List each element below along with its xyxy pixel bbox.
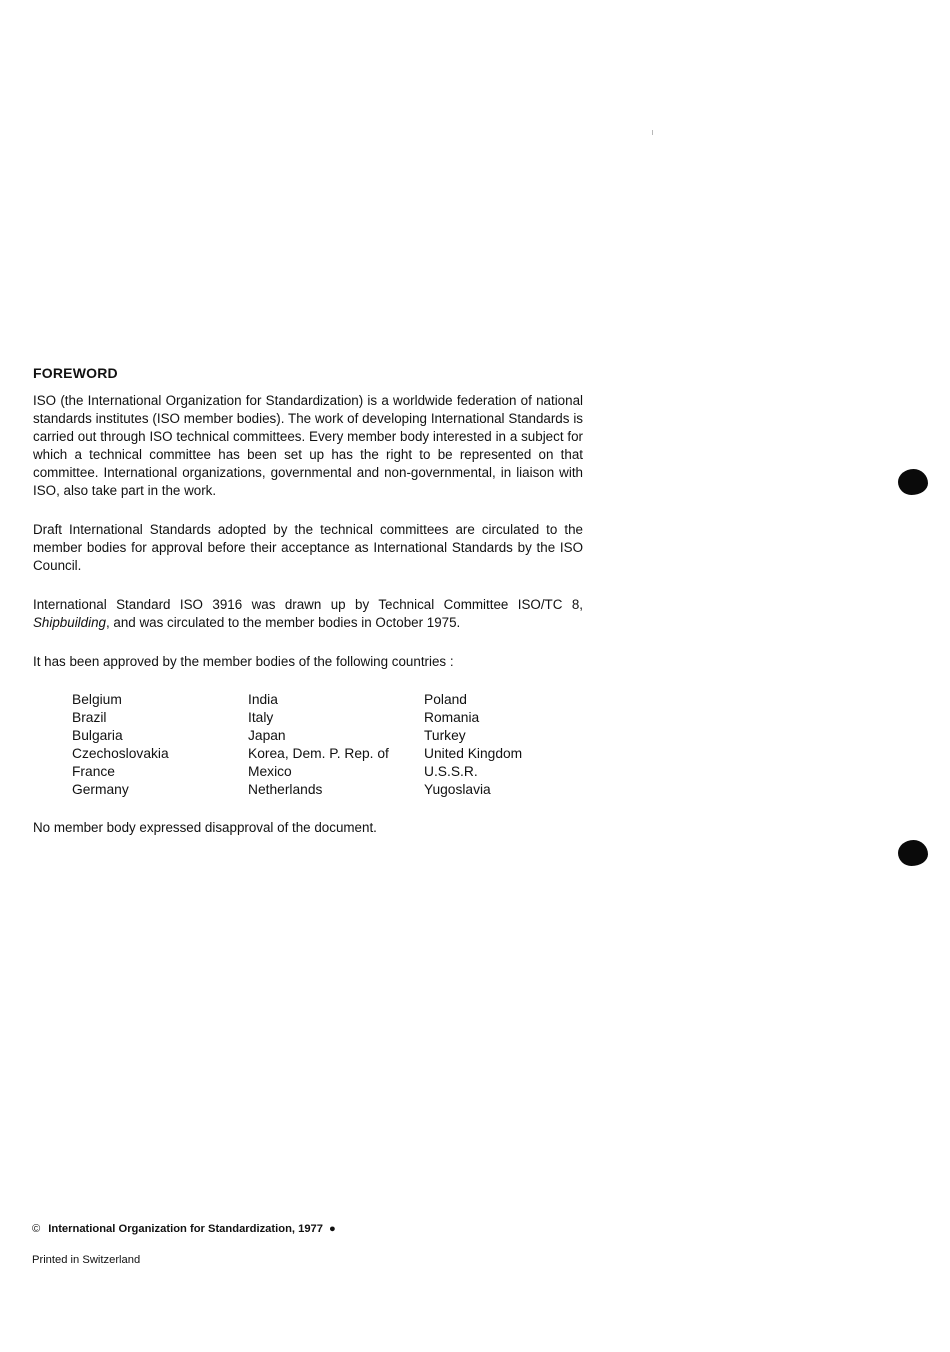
country-item: Poland [424,692,467,707]
committee-title: Shipbuilding [33,615,106,630]
countries-column-2 [248,691,424,799]
foreword-section [33,364,583,837]
country-item: Yugoslavia [424,782,491,797]
punch-hole-mark [898,469,928,495]
country-item: Belgium [72,692,122,707]
scan-speck [652,130,653,135]
countries-list [72,691,583,799]
page-footer [32,1221,336,1268]
country-item: Korea, Dem. P. Rep. of [248,746,389,761]
country-item: Japan [248,728,286,743]
country-item: U.S.S.R. [424,764,478,779]
country-item: Turkey [424,728,466,743]
foreword-paragraph-4: It has been approved by the member bodies of the following countries : [33,654,454,669]
copyright-text: International Organization for Standardization, 1977 [48,1223,324,1235]
paragraph-3-text-before: International Standard ISO 3916 was drawn up by Technical Committee ISO/TC 8, [33,597,583,612]
country-item: Brazil [72,710,107,725]
foreword-paragraph-2: Draft International Standards adopted by the technical committees are circulated to the member bodies for approval before their acceptance as International Standards by the ISO Council. [33,522,583,573]
foreword-final-statement: No member body expressed disapproval of the document. [33,820,377,835]
country-item: India [248,692,278,707]
country-item: Mexico [248,764,292,779]
country-item: Romania [424,710,480,725]
punch-hole-mark [898,840,928,866]
copyright-symbol: © [32,1223,41,1235]
country-item: France [72,764,115,779]
paragraph-3-text-after: , and was circulated to the member bodies in October 1975. [105,615,461,630]
country-item: Germany [72,782,129,797]
country-item: Netherlands [248,782,323,797]
country-item: United Kingdom [424,746,523,761]
country-item: Italy [248,710,274,725]
copyright-line [32,1221,336,1237]
countries-column-1 [72,691,248,799]
bullet-icon: ● [329,1223,336,1235]
printed-location: Printed in Switzerland [32,1254,141,1266]
foreword-paragraph-3 [33,596,583,632]
foreword-heading: FOREWORD [33,365,118,381]
foreword-paragraph-1: ISO (the International Organization for Standardization) is a worldwide federation of national standards institutes (ISO member bodies). The work of developing International Standards is carried out through ISO technical committees. Every member body interested in a subject for which a technical committee has been set up has the right to be represented on that committee. International organizations, governmental and non-governmental, in liaison with ISO, also take part in the work. [33,393,583,498]
country-item: Bulgaria [72,728,123,743]
countries-column-3 [424,691,604,799]
country-item: Czechoslovakia [72,746,169,761]
